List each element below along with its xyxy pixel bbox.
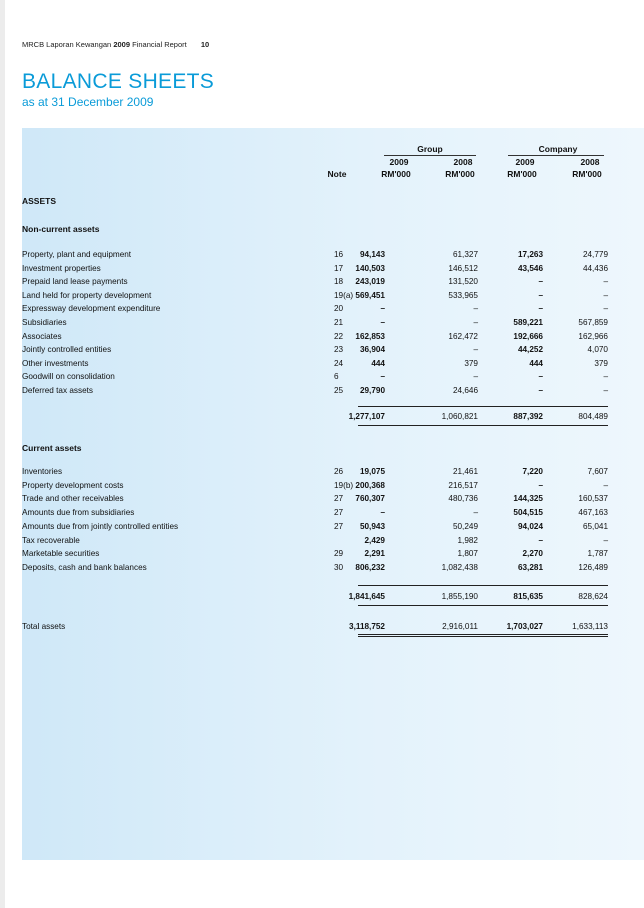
row-company-2009: – <box>538 277 543 287</box>
col-group-2009-unit: RM'000 <box>381 169 411 179</box>
row-group-2009: – <box>380 372 385 382</box>
row-company-2008: – <box>603 304 608 314</box>
row-label: Trade and other receivables <box>22 494 124 504</box>
row-label: Investment properties <box>22 263 101 273</box>
row-group-2009: 162,853 <box>355 331 385 341</box>
row-group-2008: 533,965 <box>448 290 478 300</box>
row-company-2008: 1,787 <box>587 549 608 559</box>
row-group-2009: 19,075 <box>359 467 385 476</box>
table-row <box>0 250 644 263</box>
row-group-2009: – <box>380 318 385 327</box>
table-row <box>0 372 644 385</box>
row-label: Deposits, cash and bank balances <box>22 562 147 572</box>
non-current-subtotal-rule <box>358 406 608 407</box>
nc-total-g2008: 1,060,821 <box>441 412 478 421</box>
row-note: 19(a) <box>334 290 354 300</box>
row-company-2009: 444 <box>529 358 543 368</box>
nc-total-c2009: 887,392 <box>513 412 543 421</box>
row-note: 17 <box>334 263 344 273</box>
row-company-2008: 4,070 <box>587 345 608 355</box>
col-company-2008-year: 2008 <box>580 157 600 167</box>
current-total-rule <box>358 605 608 606</box>
row-group-2008: 216,517 <box>448 480 478 490</box>
row-group-2008: 1,982 <box>457 535 478 545</box>
current-total-row <box>0 592 644 605</box>
table-row <box>0 277 644 290</box>
row-group-2009: 243,019 <box>355 277 385 287</box>
row-note: 26 <box>334 467 344 476</box>
row-company-2008: – <box>603 535 608 545</box>
row-group-2008: 21,461 <box>452 467 478 476</box>
table-row <box>0 291 644 304</box>
row-company-2008: 44,436 <box>582 263 608 273</box>
row-company-2009: – <box>538 304 543 314</box>
row-group-2008: – <box>473 304 478 314</box>
row-label: Land held for property development <box>22 290 152 300</box>
row-group-2008: 146,512 <box>448 263 478 273</box>
row-group-2008: 379 <box>464 358 478 368</box>
row-label: Goodwill on consolidation <box>22 372 115 382</box>
total-assets-g2008: 2,916,011 <box>442 622 478 631</box>
company-header: Company <box>538 144 578 154</box>
row-company-2008: – <box>603 480 608 490</box>
row-label: Amounts due from subsidiaries <box>22 508 135 518</box>
row-note: 30 <box>334 562 344 572</box>
group-header: Group <box>417 144 443 154</box>
row-company-2008: 379 <box>594 358 608 368</box>
table-row <box>0 467 644 480</box>
row-group-2009: 140,503 <box>355 263 385 273</box>
row-company-2008: 7,607 <box>587 467 608 476</box>
row-label: Property development costs <box>22 480 124 490</box>
group-header-rule <box>384 155 476 156</box>
row-label: Tax recoverable <box>22 535 80 545</box>
row-company-2008: 160,537 <box>578 494 608 504</box>
row-company-2008: – <box>603 386 608 395</box>
row-label: Property, plant and equipment <box>22 250 132 259</box>
col-group-2009-year: 2009 <box>389 157 409 167</box>
table-row <box>0 304 644 317</box>
nc-total-g2009: 1,277,107 <box>348 412 385 421</box>
row-group-2008: 1,082,438 <box>441 562 478 572</box>
row-company-2009: 43,546 <box>517 263 543 273</box>
section-assets: ASSETS <box>22 196 57 206</box>
row-note: 6 <box>334 372 339 382</box>
row-group-2009: 94,143 <box>359 250 385 259</box>
table-row <box>0 563 644 576</box>
row-company-2009: 17,263 <box>517 250 543 259</box>
row-group-2008: – <box>473 508 478 518</box>
non-current-total-row <box>0 412 644 425</box>
row-group-2009: – <box>380 508 385 518</box>
row-group-2009: 2,429 <box>364 535 385 545</box>
col-note: Note <box>327 169 347 179</box>
row-group-2009: 50,943 <box>359 521 385 531</box>
page-title: BALANCE SHEETS <box>22 70 215 93</box>
row-note: 22 <box>334 331 344 341</box>
row-group-2008: 61,327 <box>452 250 478 259</box>
table-row <box>0 536 644 549</box>
table-row <box>0 359 644 372</box>
page-edge <box>0 0 5 908</box>
col-company-2009-unit: RM'000 <box>507 169 537 179</box>
row-group-2008: – <box>473 372 478 382</box>
row-group-2008: 50,249 <box>452 521 478 531</box>
running-head <box>22 40 209 49</box>
row-note: 27 <box>334 508 344 518</box>
table-row <box>0 522 644 535</box>
row-note: 16 <box>334 250 344 259</box>
row-company-2009: 192,666 <box>513 331 543 341</box>
company-header-rule <box>508 155 604 156</box>
row-company-2009: 144,325 <box>513 494 543 504</box>
total-assets-c2008: 1,633,113 <box>572 622 608 631</box>
row-group-2009: 569,451 <box>355 290 385 300</box>
row-group-2008: 131,520 <box>448 277 478 287</box>
row-label: Inventories <box>22 467 63 476</box>
row-company-2009: 44,252 <box>517 345 543 355</box>
row-group-2008: 24,646 <box>452 386 478 395</box>
row-company-2009: 2,270 <box>522 549 543 559</box>
row-company-2009: – <box>538 480 543 490</box>
table-row <box>0 332 644 345</box>
table-row <box>0 386 644 399</box>
row-company-2009: 94,024 <box>517 521 543 531</box>
page-subtitle: as at 31 December 2009 <box>22 95 154 109</box>
row-label: Associates <box>22 331 62 341</box>
row-company-2008: – <box>603 277 608 287</box>
col-group-2008-year: 2008 <box>453 157 473 167</box>
c-total-c2008: 828,624 <box>578 592 608 601</box>
row-company-2009: 63,281 <box>517 562 543 572</box>
row-group-2008: 1,807 <box>457 549 478 559</box>
table-row <box>0 318 644 331</box>
row-company-2008: 126,489 <box>578 562 608 572</box>
row-note: 27 <box>334 521 344 531</box>
table-row <box>0 549 644 562</box>
row-note: 25 <box>334 386 344 395</box>
row-label: Other investments <box>22 358 89 368</box>
row-group-2008: 480,736 <box>448 494 478 504</box>
row-company-2009: 589,221 <box>513 318 543 327</box>
row-company-2008: 467,163 <box>578 508 608 518</box>
section-non-current-assets: Non-current assets <box>22 224 100 234</box>
c-total-g2009: 1,841,645 <box>348 592 385 601</box>
row-company-2009: – <box>538 290 543 300</box>
table-row <box>0 481 644 494</box>
row-label: Jointly controlled entities <box>22 345 112 355</box>
table-row <box>0 345 644 358</box>
row-label: Amounts due from jointly controlled entities <box>22 521 179 531</box>
row-note: 24 <box>334 358 344 368</box>
row-group-2008: – <box>473 318 478 327</box>
row-note: 19(b) <box>334 480 354 490</box>
row-company-2009: – <box>538 372 543 382</box>
section-current-assets: Current assets <box>22 443 82 453</box>
total-assets-double-rule <box>358 634 608 637</box>
table-row <box>0 508 644 521</box>
row-group-2009: 760,307 <box>355 494 385 504</box>
row-company-2009: 504,515 <box>513 508 543 518</box>
col-company-2009-year: 2009 <box>515 157 535 167</box>
row-group-2008: 162,472 <box>448 331 478 341</box>
row-company-2009: – <box>538 386 543 395</box>
row-label: Expressway development expenditure <box>22 304 161 314</box>
row-note: 20 <box>334 304 344 314</box>
row-company-2008: 24,779 <box>582 250 608 259</box>
row-group-2009: 444 <box>371 358 385 368</box>
row-company-2008: 162,966 <box>578 331 608 341</box>
row-label: Marketable securities <box>22 549 100 559</box>
row-group-2009: – <box>380 304 385 314</box>
row-group-2009: 36,904 <box>359 345 385 355</box>
table-row <box>0 494 644 507</box>
row-company-2009: 7,220 <box>522 467 543 476</box>
row-note: 23 <box>334 345 344 355</box>
col-group-2008-unit: RM'000 <box>445 169 475 179</box>
row-company-2008: – <box>603 372 608 382</box>
total-assets-c2009: 1,703,027 <box>506 622 543 631</box>
c-total-g2008: 1,855,190 <box>441 592 478 601</box>
running-head-suffix: Financial Report <box>132 40 187 49</box>
non-current-total-rule <box>358 425 608 426</box>
row-company-2009: – <box>538 535 543 545</box>
total-assets-label: Total assets <box>22 622 66 631</box>
table-row <box>0 264 644 277</box>
row-label: Subsidiaries <box>22 318 67 327</box>
c-total-c2009: 815,635 <box>513 592 543 601</box>
row-group-2009: 29,790 <box>359 386 385 395</box>
row-label: Prepaid land lease payments <box>22 277 128 287</box>
row-note: 21 <box>334 318 344 327</box>
row-group-2008: – <box>473 345 478 355</box>
row-group-2009: 2,291 <box>364 549 385 559</box>
row-note: 29 <box>334 549 344 559</box>
running-head-text: MRCB Laporan Kewangan <box>22 40 112 49</box>
running-head-year: 2009 <box>113 40 131 49</box>
nc-total-c2008: 804,489 <box>578 412 608 421</box>
row-label: Deferred tax assets <box>22 386 93 395</box>
current-subtotal-rule <box>358 585 608 586</box>
row-company-2008: 567,859 <box>578 318 608 327</box>
row-note: 18 <box>334 277 344 287</box>
row-group-2009: 200,368 <box>355 480 385 490</box>
total-assets-g2009: 3,118,752 <box>349 622 385 631</box>
page-number: 10 <box>200 40 210 49</box>
row-group-2009: 806,232 <box>355 562 385 572</box>
row-company-2008: 65,041 <box>582 521 608 531</box>
col-company-2008-unit: RM'000 <box>572 169 602 179</box>
row-company-2008: – <box>603 290 608 300</box>
row-note: 27 <box>334 494 344 504</box>
